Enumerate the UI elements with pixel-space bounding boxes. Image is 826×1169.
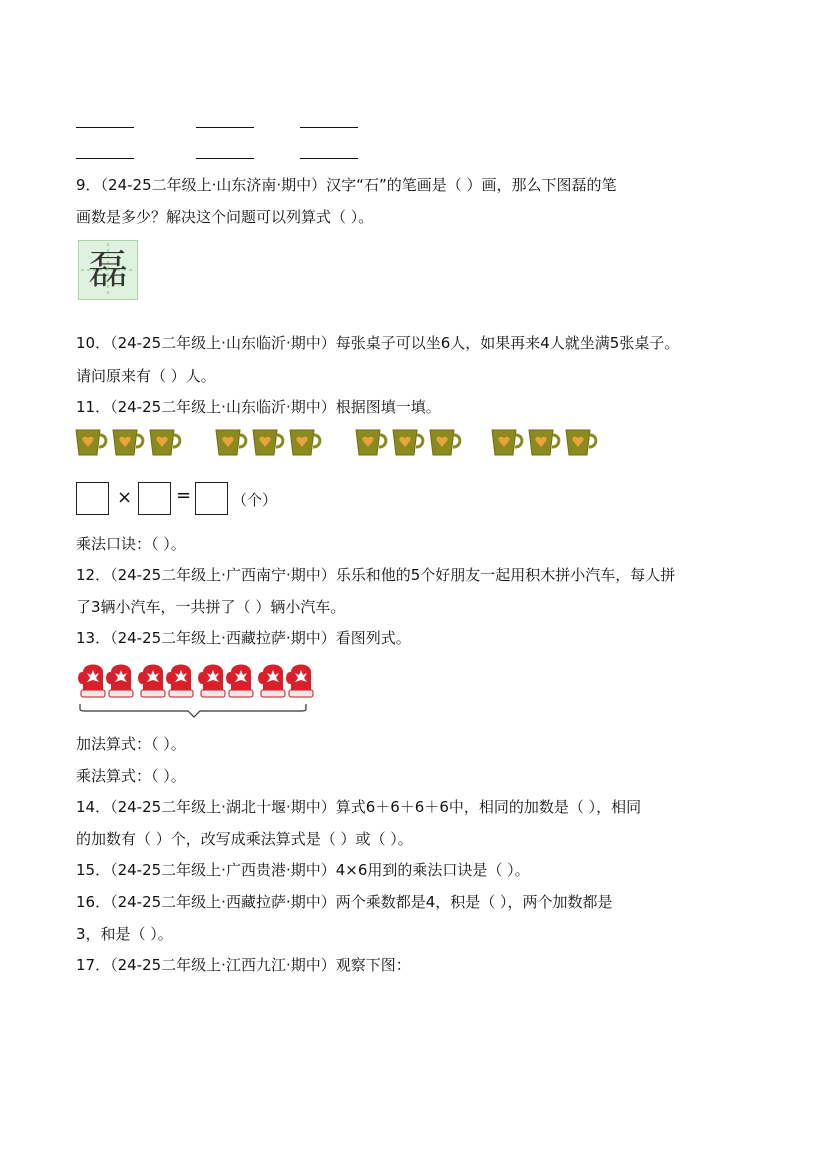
mittens-illustration [74, 656, 314, 720]
cup-icon [356, 430, 386, 455]
mitten-icon [78, 665, 105, 698]
q11-rhyme: 乘法口诀：（ ）。 [76, 535, 186, 553]
cup-icon [492, 430, 522, 455]
character-glyph: 磊 [88, 247, 128, 293]
q15-line1: 15．（24-25二年级上·广西贵港·期中）4×6用到的乘法口诀是（ ）。 [76, 861, 530, 879]
q10-line1: 10．（24-25二年级上·山东临沂·期中）每张桌子可以坐6人，如果再来4人就坐满5张桌子。 [76, 334, 680, 352]
mitten-icon [198, 665, 225, 698]
cup-icon [566, 430, 596, 455]
answer-box-1[interactable] [76, 482, 109, 515]
answer-line [196, 158, 254, 159]
q12-line1: 12．（24-25二年级上·广西南宁·期中）乐乐和他的5个好朋友一起用积木拼小汽车，每人拼 [76, 566, 676, 584]
times-sign: × [117, 487, 133, 508]
q10-line2: 请问原来有（ ）人。 [76, 367, 216, 385]
q13-add: 加法算式：（ ）。 [76, 735, 186, 753]
mitten-icon [258, 665, 285, 698]
cup-icon [216, 430, 246, 455]
q17-line1: 17．（24-25二年级上·江西九江·期中）观察下图： [76, 956, 411, 974]
answer-box-2[interactable] [138, 482, 171, 515]
mitten-icon [106, 665, 133, 698]
q14-line1: 14．（24-25二年级上·湖北十堰·期中）算式6＋6＋6＋6中，相同的加数是（ ），相同 [76, 798, 642, 816]
q16-line1: 16．（24-25二年级上·西藏拉萨·期中）两个乘数都是4，积是（ ），两个加数都是 [76, 893, 613, 911]
unit-label: （个） [232, 491, 278, 509]
q16-line2: 3，和是（ ）。 [76, 925, 173, 943]
equals-sign: = [176, 485, 192, 506]
mitten-icon [226, 665, 253, 698]
q13-mul: 乘法算式：（ ）。 [76, 767, 186, 785]
q9-line1: 9．（24-25二年级上·山东济南·期中）汉字“石”的笔画是（ ）画，那么下图磊的笔 [76, 176, 617, 194]
q13-line1: 13．（24-25二年级上·西藏拉萨·期中）看图列式。 [76, 629, 411, 647]
q14-line2: 的加数有（ ）个，改写成乘法算式是（ ）或（ ）。 [76, 830, 413, 848]
mitten-icon [286, 665, 313, 698]
answer-line [300, 158, 358, 159]
answer-line [76, 127, 134, 128]
answer-box-3[interactable] [195, 482, 228, 515]
answer-line [196, 127, 254, 128]
cup-icon [150, 430, 180, 455]
cup-icon [529, 430, 559, 455]
cup-icon [393, 430, 423, 455]
answer-line [76, 158, 134, 159]
cup-icon [290, 430, 320, 455]
cup-icon [430, 430, 460, 455]
cup-icon [113, 430, 143, 455]
cup-icon [253, 430, 283, 455]
mitten-icon [166, 665, 193, 698]
q12-line2: 了3辆小汽车，一共拼了（ ）辆小汽车。 [76, 598, 346, 616]
mitten-icon [138, 665, 165, 698]
q11-line1: 11．（24-25二年级上·山东临沂·期中）根据图填一填。 [76, 398, 441, 416]
answer-line [300, 127, 358, 128]
character-card [78, 240, 138, 300]
q9-line2: 画数是多少？解决这个问题可以列算式（ ）。 [76, 208, 374, 226]
cups-illustration [74, 426, 604, 458]
cup-icon [76, 430, 106, 455]
